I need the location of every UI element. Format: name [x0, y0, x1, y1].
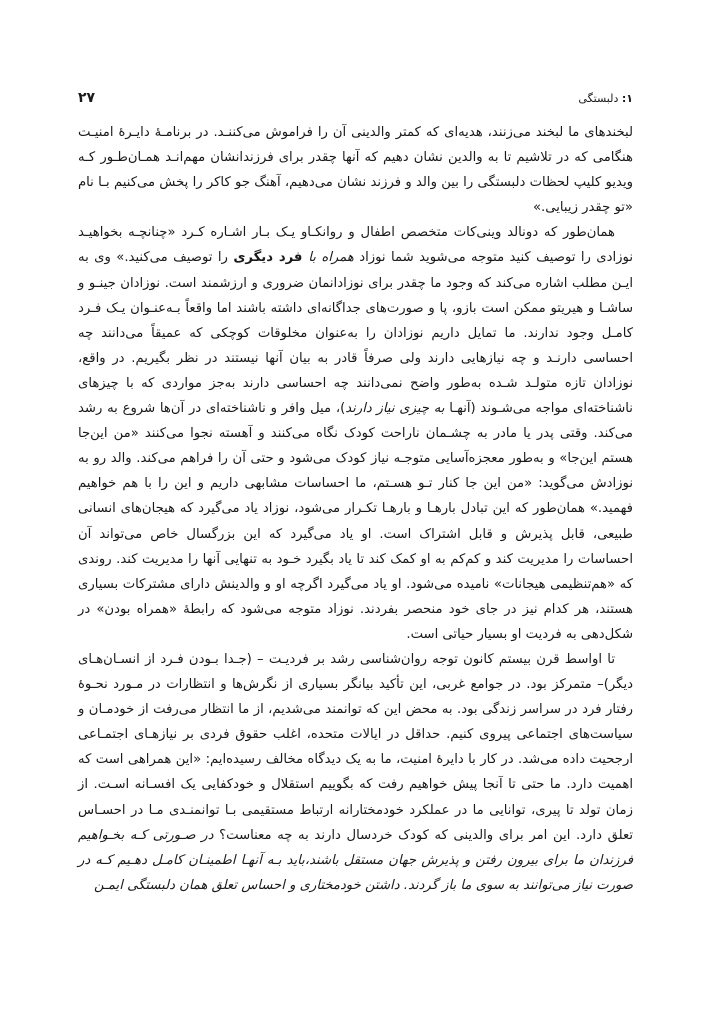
running-header — [78, 88, 633, 108]
paragraph-2-bold-phrase: فرد دیگری — [233, 250, 309, 266]
book-page — [78, 88, 633, 898]
paragraph-3 — [78, 647, 633, 898]
page-number: ۲۷ — [78, 90, 96, 106]
paragraph-2-italic-phrase-2: به چیزی نیاز دارند — [345, 401, 445, 417]
paragraph-2-text: همان‌طور که دونالد وینی‌کات متخصص اطفال و روانکـاو یـک بـار اشـاره کـرد «چنانچـه بخواهیـد نوزادی را توصیف کنید متوجه می‌شوید شما نوزاد — [78, 225, 634, 266]
chapter-title: دلبستگی — [578, 91, 619, 105]
paragraph-2-italic-phrase: همراه با — [308, 250, 354, 266]
paragraph-2-text-cont: را توصیف می‌کنید.» وی به ایـن مطلب اشاره می‌کند که وجود ما چقدر برای نوزادانمان ضروری و ارزشمند است. نوزادان جینـو و ساشـا و هیریتو ممکن است بازو، پا و صورت‌های جداگانه‌ای داشته باشند اما واقعاً بـه‌عنـوان یـک فـرد کامـل وجود ندارند. ما تمایل داریم نوزادان را به‌عنوان مخلوقات کوچکی که عمیقاً می‌دانند چه احساسی دارنـد و چه نیازهایی دارند ولی صرفاً قادر به بیان آنها نیستند در نظر بگیریم. در واقع، نوزادان تازه متولـد شـده به‌طور واضح نمی‌دانند چه احساسی دارند به‌جز مواردی که با چیزهای ناشناخته‌ای مواجه می‌شـوند (آنهـا — [78, 250, 633, 417]
chapter-heading — [578, 92, 633, 105]
paragraph-3-italic-tail: در صـورتی کـه بخـواهیم فرزندان ما برای بیرون رفتن و پذیرش جهان مستقل باشند،باید بـه آنهـا اطمینـان کامـل دهـیم کـه در صورت نیاز می‌توانند به سوی ما باز گردند. داشتن خودمختاری و احساس تعلق همان دلبستگی ایمـن — [78, 827, 633, 893]
paragraph-1: لبخندهای ما لبخند می‌زنند، هدیه‌ای که کمتر والدینی آن را فراموش می‌کننـد. در برنامـهٔ دایـرهٔ امنیـت هنگامی که در تلاشیم تا به والدین نشان دهیم که آنها چقدر برای فرزندانشان مهم‌انـد همـان‌طـور کـه ویدیو کلیپ لحظات دلبستگی را بین والد و فرزند نشان می‌دهیم، آهنگ جو کاکر را پخش می‌کنیم بـا نام «تو چقدر زیبایی.» — [78, 125, 633, 216]
paragraph-2 — [78, 220, 633, 647]
chapter-number: ۱: — [621, 91, 633, 105]
paragraph-2-text-end: )، میل وافر و ناشناخته‌ای در آن‌ها شروع به رشد می‌کند. وقتی پدر یا مادر به چشـمان ناراحت کودک نگاه می‌کنند و آهسته نجوا می‌کنند «من این‌جا هستم این‌جا» و به‌طور معجزه‌آسایی متوجـه نیاز کودک می‌شود و حتی آن را فراهم می‌کند. والد رو به نوزادش می‌گوید: «من این جا کنار تـو هسـتم، ما احساسات مشابهی داریم و این را با هم خواهیم فهمید.» همان‌طور که این تبادل بارهـا و بارهـا تکـرار می‌شود، نوزاد یاد می‌گیرد که هیجان‌های انسانی طبیعی، قابل پذیرش و قابل اشتراک است. او یاد می‌گیرد که این بزرگسال خاص می‌تواند آن احساسات را مدیریت کند و کم‌کم به او کمک کند تا یاد بگیرد خـود به تنهایی آنها را مدیریت کند. روندی که «هم‌تنظیمی هیجانات» نامیده می‌شود. او یاد می‌گیرد اگرچه او و والدینش دارای مشترکات بسیاری هستند، هر کدام نیز در جای خود منحصر بفردند. نوزاد متوجه می‌شود که رابطهٔ «همراه بودن» در شکل‌دهی به فردیت او بسیار حیاتی است. — [78, 401, 633, 642]
paragraph-3-text: تا اواسط قرن بیستم کانون توجه روان‌شناسی رشد بر فردیـت – (جـدا بـودن فـرد از انسـان‌هـای دیگر)– متمرکز بود. در جوامع غربی، این تأکید بیانگر بسیاری از نگرش‌ها و انتظارات در مـورد نحـوهٔ رفتار فرد در سراسر زندگی بود. به محض این که توانمند می‌شدیم، از ما انتظار می‌رفت از خودمـان و سیاست‌های اجتماعی پیروی کنیم. حداقل در ایالات متحده، اغلب حقوق فردی بر نیازهـای اجتمـاعی ارجحیت داده می‌شد. در کار با دایرهٔ امنیت، ما به یک دیدگاه مخالف رسیده‌ایم: «این همراهی است که اهمیت دارد. ما حتی تا آنجا پیش خواهیم رفت که بگوییم استقلال و خودکفایی یک افسـانه اسـت. از زمان تولد تا پیری، توانایی ما در عملکرد خودمختارانه ارتباط مستقیمی بـا توانمنـدی مـا در احسـاس تعلق دارد. این امر برای والدینی که کودک خردسال دارند به چه معناست؟ — [78, 651, 633, 843]
